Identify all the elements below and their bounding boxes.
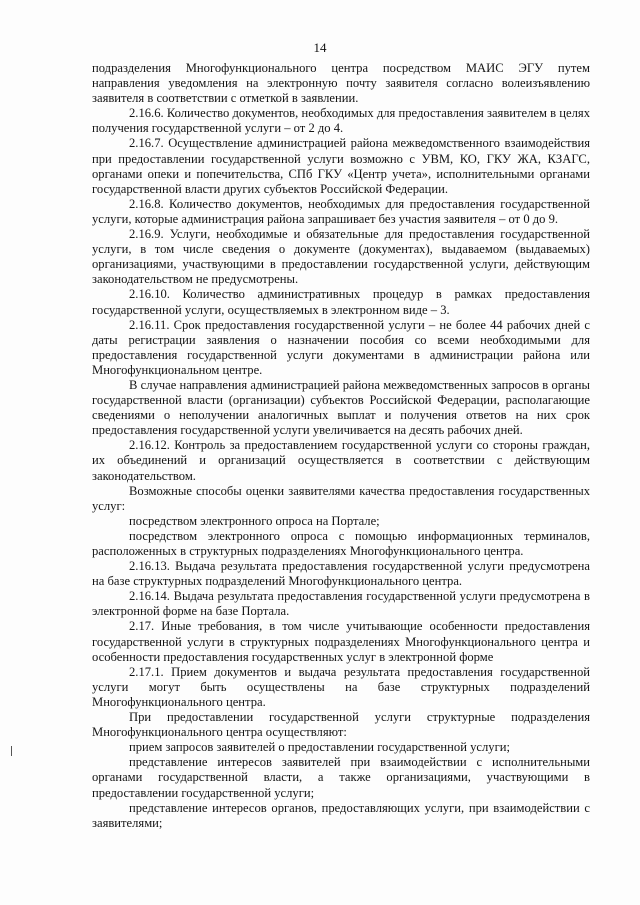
paragraph: подразделения Многофункционального центра посредством МАИС ЭГУ путем направления уведомления на электронную почту заявителя согласно волеизъявлению заявителя в соответствии с отметкой в заявлении.: [92, 61, 590, 106]
paragraph: 2.16.9. Услуги, необходимые и обязательные для предоставления государственной услуги, в том числе сведения о документе (документах), выдаваемом (выдаваемых) организациями, участвующими в предоставлении государственной услуги, действующим законодательством не предусмотрены.: [92, 227, 590, 287]
list-item: представление интересов заявителей при взаимодействии с исполнительными органами государственной власти, а также организациями, участвующими в предоставлении государственной услуги;: [92, 755, 590, 800]
paragraph: 2.16.11. Срок предоставления государственной услуги – не более 44 рабочих дней с даты регистрации заявления о назначении пособия со всеми необходимыми для предоставления государственной услуги документами в администрации района или Многофункциональном центре.: [92, 317, 590, 377]
paragraph: 2.16.12. Контроль за предоставлением государственной услуги со стороны граждан, их объединений и организаций осуществляется в соответствии с действующим законодательством.: [92, 438, 590, 483]
paragraph: При предоставлении государственной услуги структурные подразделения Многофункционального центра осуществляют:: [92, 710, 590, 740]
paragraph: 2.16.7. Осуществление администрацией района межведомственного взаимодействия при предоставлении государственной услуги возможно с УВМ, КО, ГКУ ЖА, КЗАГС, органами опеки и попечительства, СПб ГКУ «Центр учета», исполнительными органами государственной власти других субъектов Российской Федерации.: [92, 136, 590, 196]
document-body: [92, 61, 590, 831]
section-heading: 2.17. Иные требования, в том числе учитывающие особенности предоставления государственной услуги в структурных подразделениях Многофункционального центра и особенности предоставления государственных услуг в электронной форме: [92, 619, 590, 664]
paragraph: В случае направления администрацией района межведомственных запросов в органы государственной власти (организации) субъектов Российской Федерации, располагающие сведениями о неполучении аналогичных выплат и получения ответов на них срок предоставления государственной услуги увеличивается на десять рабочих дней.: [92, 377, 590, 438]
page-number: 14: [313, 40, 327, 55]
list-item: посредством электронного опроса на Портале;: [129, 513, 380, 528]
list-item: представление интересов органов, предоставляющих услуги, при взаимодействии с заявителями;: [92, 800, 590, 830]
paragraph: 2.16.10. Количество административных процедур в рамках предоставления государственной услуги, осуществляемых в электронном виде – 3.: [92, 287, 590, 317]
list-item: посредством электронного опроса с помощью информационных терминалов, расположенных в структурных подразделениях Многофункционального центра.: [92, 528, 590, 558]
paragraph: 2.16.8. Количество документов, необходимых для предоставления государственной услуги, которые администрация района запрашивает без участия заявителя – от 0 до 9.: [92, 196, 590, 226]
scan-margin-mark: [11, 746, 12, 756]
paragraph: 2.16.13. Выдача результата предоставления государственной услуги предусмотрена на базе структурных подразделений Многофункционального центра.: [92, 559, 590, 589]
paragraph: Возможные способы оценки заявителями качества предоставления государственных услуг:: [92, 483, 590, 513]
paragraph: 2.17.1. Прием документов и выдача результата предоставления государственной услуги могут быть осуществлены на базе структурных подразделений Многофункционального центра.: [92, 664, 590, 709]
paragraph: 2.16.6. Количество документов, необходимых для предоставления заявителем в целях получения государственной услуги – от 2 до 4.: [92, 106, 590, 136]
paragraph: 2.16.14. Выдача результата предоставления государственной услуги предусмотрена в электронной форме на базе Портала.: [92, 589, 590, 619]
list-item: прием запросов заявителей о предоставлении государственной услуги;: [129, 740, 510, 755]
